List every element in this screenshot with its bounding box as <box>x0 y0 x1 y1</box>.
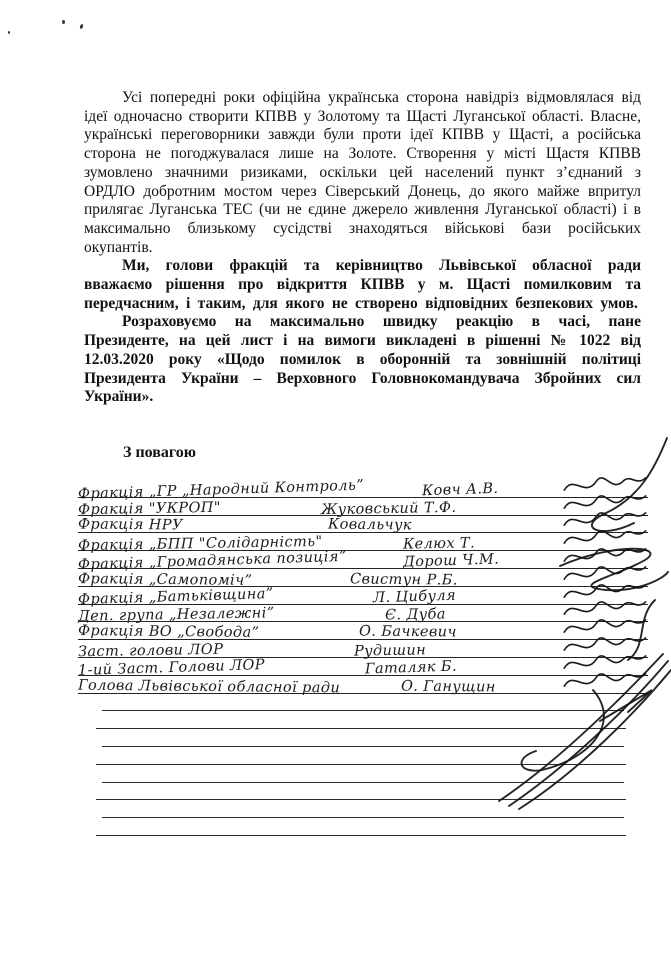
letter-paragraph: Розраховуємо на максимально швидку реакцію в часі, пане Президенте, на цей лист і на вимоги викладені в рішенні № 1022 від 12.03.2020 року «Щодо помилок в оборонній та зовнішній політиці Президента України – Верховного Головнокомандувача Збройних сил України». <box>84 313 641 406</box>
ruled-empty-line <box>102 765 624 783</box>
ruled-empty-line <box>96 783 626 801</box>
signature-faction-label: Фракція „Громадянська позиція” <box>77 548 347 574</box>
signature-name: Л. Цибуля <box>373 587 457 606</box>
signature-scribble-icon <box>562 667 648 697</box>
closing-salutation: З повагою <box>123 444 196 461</box>
signature-name: Келюх Т. <box>403 535 476 553</box>
ruled-empty-line <box>96 818 626 836</box>
signature-faction-label: Фракція „ГР „Народний Контроль” <box>77 477 365 503</box>
signature-faction-label: Фракція НРУ <box>77 516 183 534</box>
signature-faction-label: Деп. група „Незалежні” <box>77 605 275 626</box>
signature-faction-label: Голова Львівської обласної ради <box>77 677 341 696</box>
signature-name: О. Бачкевич <box>358 623 457 641</box>
signature-faction-label: Фракція „Самопоміч” <box>77 570 253 589</box>
signature-faction-label: Фракція „БПП "Солідарність" <box>77 534 323 555</box>
signatures-block <box>77 477 648 836</box>
letter-body-text <box>84 89 641 407</box>
signature-faction-label: Фракція „Батьківщина” <box>77 585 274 608</box>
signature-faction-label: Фракція ВО „Свобода” <box>77 623 260 642</box>
signature-name: Ковальчук <box>327 516 412 534</box>
signature-faction-label: 1-ий Заст. Голови ЛОР <box>77 656 266 679</box>
ruled-empty-line <box>96 747 626 765</box>
letter-paragraph: Усі попередні роки офіційна українська сторона навідріз відмовлялася від ідеї одночасно створити КПВВ у Золотому та Щасті Луганської області. Власне, українські переговорники завжди були проти ідеї КПВВ у Щасті, а російська сторона не погоджувалася лише на Золоте. Створення у місті Щастя КПВВ зумовлено значними ризиками, оскільки цей населений пункт з’єднаний з ОРДЛО добротним мостом через Сіверський Донець, до якого майже впритул прилягає Луганська ТЕС (чи не єдине джерело живлення Луганської області) і в максимально близькому сусідстві знаходяться військові бази російських окупантів. <box>84 89 641 256</box>
signature-name: Є. Дуба <box>384 606 446 624</box>
signature-name: Рудишин <box>353 642 426 660</box>
signature-name: О. Ганущин <box>400 678 496 696</box>
signature-name: Дорош Ч.М. <box>403 551 500 571</box>
signature-name: Гаталяк Б. <box>364 658 457 678</box>
signature-row <box>78 676 648 694</box>
signature-name: Свистун Р.Б. <box>350 571 459 589</box>
signature-faction-label: Заст. голови ЛОР <box>77 641 224 661</box>
signature-name: Жуковський Т.Ф. <box>320 499 457 518</box>
ruled-empty-line <box>96 711 626 729</box>
signature-faction-label: Фракція "УКРОП" <box>77 499 222 518</box>
ruled-empty-line <box>102 800 624 818</box>
ruled-empty-line <box>102 694 624 712</box>
letter-paragraph: Ми, голови фракцій та керівництво Львівської обласної ради вважаємо рішення про відкриття КПВВ у м. Щасті помилковим та передчасним, і таким, для якого не створено відповідних безпекових умов. <box>84 257 641 312</box>
scan-speck <box>8 31 10 34</box>
scan-speck <box>62 20 65 24</box>
signature-name: Ковч А.В. <box>421 480 499 499</box>
ruled-empty-line <box>102 729 624 747</box>
scan-speck <box>79 24 84 30</box>
